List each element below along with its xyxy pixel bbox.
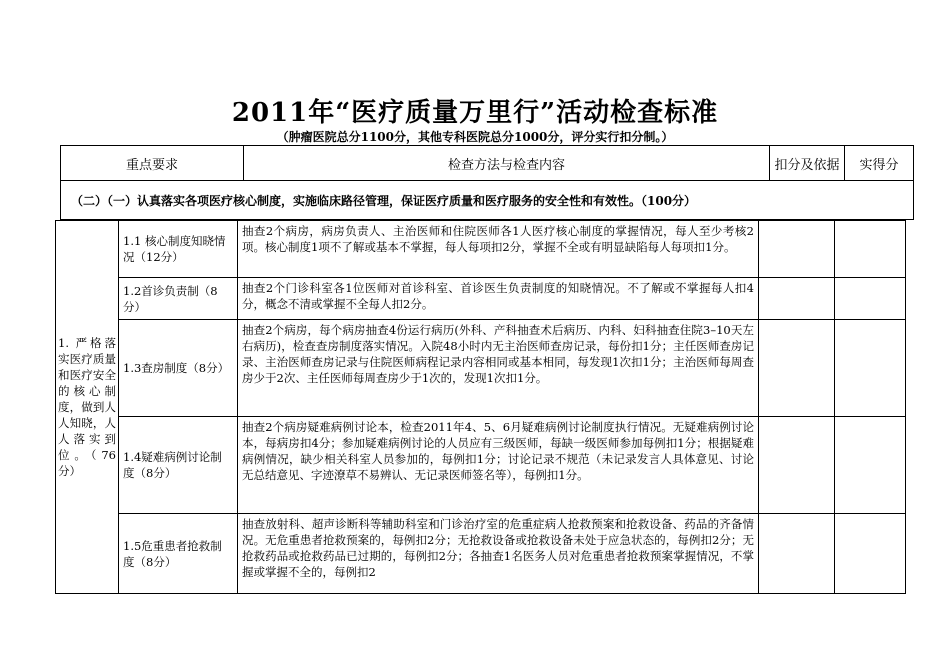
deduction-cell [759, 221, 835, 278]
content-cell: 抽查2个门诊科室各1位医师对首诊科室、首诊医生负责制度的知晓情况。不了解或不掌握每人扣4分，概念不清或掌握不全每人扣2分。 [238, 278, 759, 320]
deduction-cell [759, 417, 835, 514]
header-row [61, 146, 914, 181]
table-row [56, 320, 906, 417]
score-cell [835, 417, 906, 514]
content-cell: 抽查放射科、超声诊断科等辅助科室和门诊治疗室的危重症病人抢救预案和抢救设备、药品的齐备情况。无危重患者抢救预案的，每例扣2分；无抢救设备或抢救设备未处于应急状态的，每例扣2分；无抢救药品或抢救药品已过期的，每例扣2分；各抽查1名医务人员对危重患者抢救预案掌握情况，不掌握或掌握不全的，每例扣2 [238, 514, 759, 594]
page-title: 2011年“医疗质量万里行”活动检查标准 [231, 98, 719, 128]
table-row [56, 417, 906, 514]
content-cell: 抽查2个病房，每个病房抽查4份运行病历(外科、产科抽查术后病历、内科、妇科抽查住院3–10天左右病历)，检查查房制度落实情况。入院48小时内无主治医师查房记录，每份扣1分；主任医师查房记录、主治医师查房记录与住院医师病程记录内容相同或基本相同，每发现1次扣1分；主治医师每周查房少于2次、主任医师每周查房少于1次的，发现1次扣1分。 [238, 320, 759, 417]
category-cell: 1. 严格落实医疗质量和医疗安全的核心制度，做到人人知晓，人人落实到位。（76分） [56, 221, 119, 594]
score-cell [835, 221, 906, 278]
item-cell: 1.1 核心制度知晓情况（12分） [119, 221, 238, 278]
item-cell: 1.2首诊负责制（8分） [119, 278, 238, 320]
header-key-requirements: 重点要求 [61, 146, 244, 181]
deduction-cell [759, 320, 835, 417]
table-row [56, 278, 906, 320]
content-cell: 抽查2个病房疑难病例讨论本，检查2011年4、5、6月疑难病例讨论制度执行情况。无疑难病例讨论本，每病房扣4分；参加疑难病例讨论的人员应有三级医师，每缺一级医师参加每例扣1分；根据疑难病例情况，缺少相关科室人员参加的，每例扣1分；讨论记录不规范（未记录发言人具体意见、讨论无总结意见、字迹潦草不易辨认、无记录医师签名等），每例扣1分。 [238, 417, 759, 514]
deduction-cell [759, 514, 835, 594]
header-deduction-basis: 扣分及依据 [770, 146, 845, 181]
content-cell: 抽查2个病房，病房负责人、主治医师和住院医师各1人医疗核心制度的掌握情况，每人至少考核2项。核心制度1项不了解或基本不掌握，每人每项扣2分，掌握不全或有明显缺陷每人每项扣1分。 [238, 221, 759, 278]
item-cell: 1.3查房制度（8分） [119, 320, 238, 417]
table-row [56, 221, 906, 278]
item-cell: 1.4疑难病例讨论制度（8分） [119, 417, 238, 514]
section-heading: （二）（一）认真落实各项医疗核心制度，实施临床路径管理，保证医疗质量和医疗服务的安全性和有效性。（100分） [61, 181, 914, 220]
item-cell: 1.5危重患者抢救制度（8分） [119, 514, 238, 594]
section-row [61, 181, 914, 220]
score-cell [835, 278, 906, 320]
score-cell [835, 514, 906, 594]
header-method-content: 检查方法与检查内容 [244, 146, 770, 181]
standards-table [55, 220, 906, 594]
header-table [60, 145, 914, 220]
score-cell [835, 320, 906, 417]
page-subtitle: （肿瘤医院总分1100分，其他专科医院总分1000分，评分实行扣分制。） [276, 130, 674, 144]
header-actual-score: 实得分 [845, 146, 914, 181]
table-row [56, 514, 906, 594]
deduction-cell [759, 278, 835, 320]
